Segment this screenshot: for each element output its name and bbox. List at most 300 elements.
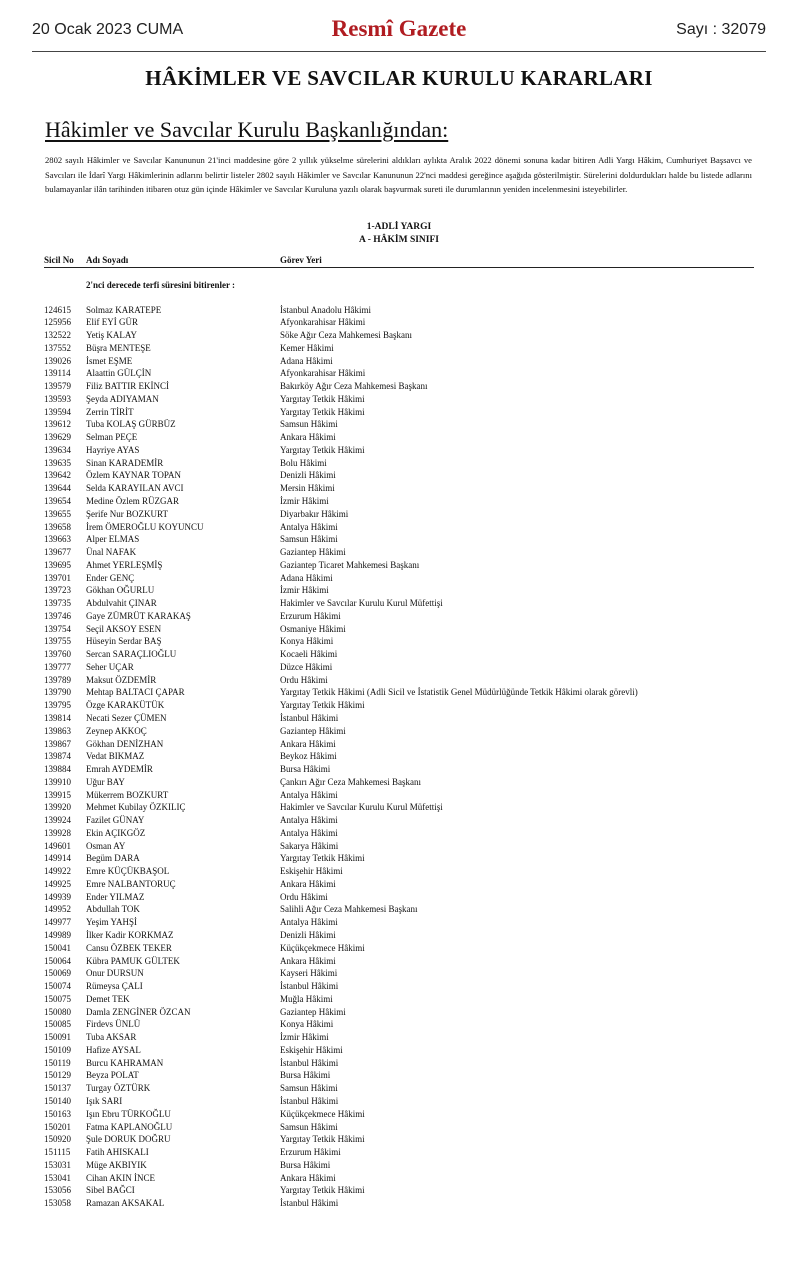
sicil-number: 139884 (44, 764, 71, 775)
duty-station: Mersin Hâkimi (280, 483, 335, 494)
duty-station: İstanbul Hâkimi (280, 713, 339, 723)
full-name: Işın Ebru TÜRKOĞLU (86, 1108, 171, 1119)
sicil-number: 139754 (44, 623, 71, 634)
table-row (44, 469, 754, 482)
table-row (44, 367, 754, 380)
sicil-number: 153041 (44, 1172, 71, 1183)
full-name: Tuba AKSAR (86, 1032, 137, 1043)
full-name: Seher UÇAR (86, 661, 134, 672)
table-row (44, 521, 754, 534)
full-name: Medine Özlem RÜZGAR (86, 495, 179, 506)
full-name: Necati Sezer ÇÜMEN (86, 713, 167, 723)
table-row (44, 776, 754, 789)
full-name: Özlem KAYNAR TOPAN (86, 470, 182, 481)
duty-station: Gaziantep Hâkimi (280, 1006, 346, 1017)
duty-station: Gaziantep Ticaret Mahkemesi Başkanı (280, 559, 420, 570)
table-row (44, 1121, 754, 1134)
full-name: Özge KARAKÜTÜK (86, 700, 165, 711)
duty-station: İzmir Hâkimi (280, 585, 329, 596)
sicil-number: 139755 (44, 636, 71, 647)
duty-station: Denizli Hâkimi (280, 930, 336, 941)
sicil-number: 139746 (44, 610, 71, 621)
full-name: Osman AY (86, 840, 126, 851)
duty-station: İzmir Hâkimi (280, 1032, 329, 1043)
duty-station: Kemer Hâkimi (280, 342, 334, 353)
full-name: Selman PEÇE (86, 432, 138, 443)
sicil-number: 139593 (44, 393, 71, 404)
column-duty: Görev Yeri (280, 255, 322, 265)
sicil-number: 150137 (44, 1083, 71, 1094)
full-name: Burcu KAHRAMAN (86, 1057, 164, 1068)
sicil-number: 150163 (44, 1108, 71, 1119)
duty-station: Bolu Hâkimi (280, 457, 327, 468)
personnel-table (44, 304, 754, 1210)
duty-station: Yargıtay Tetkik Hâkimi (280, 393, 365, 404)
full-name: Mehtap BALTACI ÇAPAR (86, 687, 185, 698)
sicil-number: 139789 (44, 674, 71, 685)
sicil-number: 139760 (44, 649, 71, 660)
table-row (44, 1095, 754, 1108)
table-row (44, 572, 754, 585)
full-name: Onur DURSUN (86, 968, 144, 979)
duty-station: Diyarbakır Hâkimi (280, 508, 349, 519)
sicil-number: 139928 (44, 827, 71, 838)
sicil-number: 139654 (44, 495, 71, 506)
issue-number: Sayı : 32079 (676, 21, 766, 38)
sicil-number: 153056 (44, 1185, 71, 1196)
sicil-number: 139790 (44, 687, 71, 698)
sicil-number: 150041 (44, 942, 71, 953)
duty-station: Samsun Hâkimi (280, 419, 338, 430)
full-name: Vedat BIKMAZ (86, 751, 145, 762)
sicil-number: 139579 (44, 381, 71, 392)
sicil-number: 139701 (44, 572, 71, 583)
table-row (44, 916, 754, 929)
table-header (44, 255, 754, 267)
duty-station: Ankara Hâkimi (280, 878, 336, 889)
sicil-number: 150129 (44, 1070, 71, 1081)
full-name: Beyza POLAT (86, 1070, 139, 1081)
sicil-number: 149977 (44, 917, 71, 928)
duty-station: Adana Hâkimi (280, 355, 333, 366)
category-heading: 1-ADLİ YARGI (366, 222, 432, 232)
duty-station: Bursa Hâkimi (280, 1070, 331, 1081)
full-name: Emre KÜÇÜKBAŞOL (86, 866, 170, 877)
table-row (44, 1172, 754, 1185)
duty-station: Yargıtay Tetkik Hâkimi (280, 1134, 365, 1145)
table-row (44, 559, 754, 572)
sicil-number: 137552 (44, 342, 71, 353)
duty-station: Konya Hâkimi (280, 636, 334, 647)
table-row (44, 980, 754, 993)
full-name: İsmet EŞME (86, 355, 133, 366)
table-row (44, 1184, 754, 1197)
full-name: Fatih AHISKALI (86, 1147, 149, 1158)
sicil-number: 149922 (44, 866, 71, 877)
table-row (44, 610, 754, 623)
table-row (44, 1057, 754, 1070)
table-row (44, 967, 754, 980)
table-header-underline (44, 267, 754, 268)
sicil-number: 139915 (44, 789, 71, 800)
duty-station: Ankara Hâkimi (280, 432, 336, 443)
full-name: Uğur BAY (86, 776, 125, 787)
duty-station: İzmir Hâkimi (280, 495, 329, 506)
duty-station: Bakırköy Ağır Ceza Mahkemesi Başkanı (280, 381, 428, 392)
table-row (44, 1006, 754, 1019)
sicil-number: 139634 (44, 444, 71, 455)
sicil-number: 139629 (44, 432, 71, 443)
table-row (44, 955, 754, 968)
table-row (44, 738, 754, 751)
intro-paragraph: 2802 sayılı Hâkimler ve Savcılar Kanununun 21'inci maddesine göre 2 yıllık yükselme sürelerini aldıkları aylıkta Aralık 2022 dönemi sonuna kadar bitiren Adli Yargı Hâkim, Cumhuriyet Başsavcı ve Savcıları ile İdarî Yargı Hâkimlerinin adlarını belirtir listeler 2802 sayılı Hâkimler ve Savcılar Kanununun 22'nci maddesi gereğince aşağıda gösterilmiştir. Sürelerini doldurdukları halde bu listede adlarını bulamayanlar ilân tarihinden itibaren otuz gün içinde Hâkimler ve Savcılar Kuruluna yazılı olarak başvurmak sureti ile durumlarının yeniden incelenmesini isteyebilirler. (45, 155, 752, 194)
table-row (44, 444, 754, 457)
full-name: Rümeysa ÇALI (86, 981, 143, 992)
full-name: Şule DORUK DOĞRU (86, 1134, 171, 1145)
duty-station: İstanbul Hâkimi (280, 981, 339, 992)
sicil-number: 150201 (44, 1121, 71, 1132)
section-title: HÂKİMLER VE SAVCILAR KURULU KARARLARI (145, 66, 653, 90)
list-subheading: 2'nci derecede terfi süresini bitirenler : (86, 280, 236, 290)
duty-station: Konya Hâkimi (280, 1019, 334, 1030)
duty-station: Gaziantep Hâkimi (280, 725, 346, 736)
sicil-number: 150064 (44, 955, 71, 966)
full-name: İrem ÖMEROĞLU KOYUNCU (86, 521, 204, 532)
duty-station: Yargıtay Tetkik Hâkimi (280, 444, 365, 455)
full-name: Kübra PAMUK GÜLTEK (86, 955, 180, 966)
duty-station: Bursa Hâkimi (280, 764, 331, 775)
sicil-number: 150074 (44, 981, 71, 992)
duty-station: Hakimler ve Savcılar Kurulu Kurul Müfettişi (280, 802, 443, 813)
sicil-number: 149989 (44, 930, 71, 941)
sicil-number: 150920 (44, 1134, 71, 1145)
duty-station: Yargıtay Tetkik Hâkimi (280, 853, 365, 864)
table-row (44, 623, 754, 636)
duty-station: Samsun Hâkimi (280, 1121, 338, 1132)
duty-station: Antalya Hâkimi (280, 521, 338, 532)
duty-station: Bursa Hâkimi (280, 1159, 331, 1170)
duty-station: Ordu Hâkimi (280, 674, 328, 685)
table-row (44, 801, 754, 814)
duty-station: Samsun Hâkimi (280, 1083, 338, 1094)
table-row (44, 1197, 754, 1210)
table-row (44, 495, 754, 508)
sicil-number: 132522 (44, 330, 71, 341)
table-row (44, 865, 754, 878)
table-row (44, 1031, 754, 1044)
table-row (44, 699, 754, 712)
table-row (44, 648, 754, 661)
sicil-number: 124615 (44, 304, 71, 315)
table-row (44, 993, 754, 1006)
table-row (44, 827, 754, 840)
column-sicil: Sicil No (44, 255, 74, 265)
duty-station: Salihli Ağır Ceza Mahkemesi Başkanı (280, 904, 418, 915)
issuer-title: Hâkimler ve Savcılar Kurulu Başkanlığından: (45, 117, 449, 142)
duty-station: Afyonkarahisar Hâkimi (280, 317, 366, 328)
duty-station: Küçükçekmece Hâkimi (280, 942, 365, 953)
full-name: Gökhan OĞURLU (86, 585, 155, 596)
full-name: Yeşim YAHŞİ (86, 917, 138, 928)
gazette-header (32, 18, 766, 48)
table-row (44, 329, 754, 342)
sicil-number: 139677 (44, 547, 71, 558)
full-name: Yetiş KALAY (86, 330, 138, 341)
full-name: Ramazan AKSAKAL (86, 1198, 165, 1209)
duty-station: Adana Hâkimi (280, 572, 333, 583)
sicil-number: 139920 (44, 802, 71, 813)
sicil-number: 139026 (44, 355, 71, 366)
sicil-number: 139795 (44, 700, 71, 711)
sicil-number: 139867 (44, 738, 71, 749)
sicil-number: 150085 (44, 1019, 71, 1030)
sicil-number: 153031 (44, 1159, 71, 1170)
duty-station: Antalya Hâkimi (280, 789, 338, 800)
full-name: Hafize AYSAL (86, 1044, 141, 1055)
table-row (44, 712, 754, 725)
duty-station: İstanbul Hâkimi (280, 1095, 339, 1106)
table-row (44, 661, 754, 674)
sicil-number: 150091 (44, 1032, 71, 1043)
sicil-number: 150140 (44, 1095, 71, 1106)
duty-station: Antalya Hâkimi (280, 917, 338, 928)
table-row (44, 763, 754, 776)
table-row (44, 725, 754, 738)
duty-station: Beykoz Hâkimi (280, 751, 337, 762)
table-row (44, 457, 754, 470)
table-row (44, 316, 754, 329)
table-row (44, 342, 754, 355)
sicil-number: 150069 (44, 968, 71, 979)
sicil-number: 149952 (44, 904, 71, 915)
full-name: Cansu ÖZBEK TEKER (86, 942, 172, 953)
duty-station: Ordu Hâkimi (280, 891, 328, 902)
duty-station: Ankara Hâkimi (280, 955, 336, 966)
duty-station: Ankara Hâkimi (280, 738, 336, 749)
column-name: Adı Soyadı (86, 255, 129, 265)
sicil-number: 150080 (44, 1006, 71, 1017)
full-name: Turgay ÖZTÜRK (86, 1083, 151, 1094)
duty-station: Çankırı Ağır Ceza Mahkemesi Başkanı (280, 776, 421, 787)
table-row (44, 418, 754, 431)
full-name: Hayriye AYAS (86, 444, 140, 455)
sicil-number: 139814 (44, 713, 71, 723)
sicil-number: 139635 (44, 457, 71, 468)
duty-station: İstanbul Anadolu Hâkimi (280, 304, 371, 315)
table-row (44, 852, 754, 865)
full-name: Alaattin GÜLÇİN (86, 368, 152, 379)
table-row (44, 789, 754, 802)
sicil-number: 150119 (44, 1057, 71, 1068)
duty-station: Afyonkarahisar Hâkimi (280, 368, 366, 379)
full-name: Şeyda ADIYAMAN (86, 393, 159, 404)
duty-station: Eskişehir Hâkimi (280, 866, 343, 877)
sicil-number: 139910 (44, 776, 71, 787)
table-row (44, 891, 754, 904)
sicil-number: 139644 (44, 483, 71, 494)
full-name: Sinan KARADEMİR (86, 457, 164, 468)
full-name: Zeynep AKKOÇ (86, 725, 147, 736)
full-name: Ünal NAFAK (86, 547, 137, 558)
full-name: Damla ZENGİNER ÖZCAN (86, 1006, 191, 1017)
duty-station: İstanbul Hâkimi (280, 1198, 339, 1209)
sicil-number: 139655 (44, 508, 71, 519)
table-row (44, 686, 754, 699)
sicil-number: 149914 (44, 853, 71, 864)
sicil-number: 139735 (44, 598, 71, 609)
full-name: Müge AKBIYIK (86, 1159, 147, 1170)
duty-station: Ankara Hâkimi (280, 1172, 336, 1183)
full-name: Emre NALBANTORUÇ (86, 878, 176, 889)
full-name: Emrah AYDEMİR (86, 764, 153, 775)
duty-station: Sakarya Hâkimi (280, 840, 339, 851)
duty-station: Osmaniye Hâkimi (280, 623, 346, 634)
sicil-number: 149601 (44, 840, 71, 851)
full-name: Maksut ÖZDEMİR (86, 674, 157, 685)
sicil-number: 139723 (44, 585, 71, 596)
table-row (44, 393, 754, 406)
table-row (44, 814, 754, 827)
sicil-number: 139777 (44, 661, 71, 672)
full-name: Sercan SARAÇLIOĞLU (86, 649, 177, 660)
table-row (44, 304, 754, 317)
full-name: Ekin AÇIKGÖZ (86, 827, 146, 838)
duty-station: İstanbul Hâkimi (280, 1057, 339, 1068)
duty-station: Yargıtay Tetkik Hâkimi (280, 406, 365, 417)
table-row (44, 929, 754, 942)
sicil-number: 139874 (44, 751, 71, 762)
full-name: Selda KARAYILAN AVCI (86, 483, 184, 494)
full-name: Ahmet YERLEŞMİŞ (86, 559, 163, 570)
duty-station: Yargıtay Tetkik Hâkimi (280, 700, 365, 711)
table-row (44, 597, 754, 610)
duty-station: Kayseri Hâkimi (280, 968, 338, 979)
table-row (44, 546, 754, 559)
full-name: Abdullah TOK (86, 904, 140, 915)
table-row (44, 355, 754, 368)
full-name: Işık SARI (86, 1095, 123, 1106)
full-name: Gaye ZÜMRÜT KARAKAŞ (86, 610, 191, 621)
duty-station: Samsun Hâkimi (280, 534, 338, 545)
table-row (44, 674, 754, 687)
full-name: İlker Kadir KORKMAZ (86, 930, 174, 941)
full-name: Fatma KAPLANOĞLU (86, 1121, 173, 1132)
table-row (44, 635, 754, 648)
duty-station: Antalya Hâkimi (280, 815, 338, 826)
table-row (44, 1044, 754, 1057)
duty-station: Yargıtay Tetkik Hâkimi (Adli Sicil ve İstatistik Genel Müdürlüğünde Tetkik Hâkimi olarak görevli) (280, 687, 638, 698)
table-row (44, 533, 754, 546)
table-row (44, 1133, 754, 1146)
duty-station: Antalya Hâkimi (280, 827, 338, 838)
duty-station: Küçükçekmece Hâkimi (280, 1108, 365, 1119)
table-row (44, 1082, 754, 1095)
table-row (44, 584, 754, 597)
full-name: Firdevs ÜNLÜ (86, 1019, 141, 1030)
full-name: Filiz BATTIR EKİNCİ (86, 381, 169, 392)
table-row (44, 1018, 754, 1031)
duty-station: Söke Ağır Ceza Mahkemesi Başkanı (280, 330, 412, 341)
full-name: Sibel BAĞCI (86, 1185, 135, 1196)
table-row (44, 1069, 754, 1082)
full-name: Alper ELMAS (86, 534, 140, 545)
table-row (44, 1146, 754, 1159)
table-row (44, 406, 754, 419)
publication-title: Resmî Gazete (331, 16, 467, 41)
full-name: Demet TEK (86, 993, 130, 1004)
full-name: Begüm DARA (86, 853, 140, 864)
sicil-number: 139663 (44, 534, 71, 545)
sicil-number: 139695 (44, 559, 71, 570)
sicil-number: 150109 (44, 1044, 71, 1055)
table-row (44, 380, 754, 393)
full-name: Mehmet Kubilay ÖZKILIÇ (86, 802, 186, 813)
table-row (44, 878, 754, 891)
sicil-number: 139863 (44, 725, 71, 736)
table-row (44, 1108, 754, 1121)
table-row (44, 482, 754, 495)
duty-station: Düzce Hâkimi (280, 661, 333, 672)
duty-station: Hakimler ve Savcılar Kurulu Kurul Müfettişi (280, 598, 443, 609)
sicil-number: 139924 (44, 815, 71, 826)
sicil-number: 150075 (44, 993, 71, 1004)
full-name: Tuba KOLAŞ GÜRBÜZ (86, 419, 176, 430)
class-heading: A - HÂKİM SINIFI (359, 235, 439, 245)
duty-station: Denizli Hâkimi (280, 470, 336, 481)
full-name: Mükerrem BOZKURT (86, 789, 169, 800)
duty-station: Erzurum Hâkimi (280, 610, 341, 621)
full-name: Solmaz KARATEPE (86, 304, 162, 315)
full-name: Fazilet GÜNAY (86, 815, 145, 826)
table-row (44, 942, 754, 955)
duty-station: Erzurum Hâkimi (280, 1147, 341, 1158)
full-name: Abdulvahit ÇINAR (86, 598, 157, 609)
table-row (44, 1159, 754, 1172)
sicil-number: 153058 (44, 1198, 71, 1209)
full-name: Zerrin TİRİT (86, 406, 134, 417)
table-row (44, 750, 754, 763)
full-name: Gökhan DENİZHAN (86, 738, 164, 749)
table-row (44, 840, 754, 853)
full-name: Şerife Nur BOZKURT (86, 508, 168, 519)
sicil-number: 139612 (44, 419, 71, 430)
duty-station: Eskişehir Hâkimi (280, 1044, 343, 1055)
full-name: Ender GENÇ (86, 572, 135, 583)
full-name: Elif EYİ GÜR (86, 317, 138, 328)
header-divider (32, 51, 766, 52)
full-name: Ender YILMAZ (86, 891, 145, 902)
full-name: Cihan AKIN İNCE (86, 1172, 155, 1183)
table-row (44, 903, 754, 916)
sicil-number: 125956 (44, 317, 71, 328)
sicil-number: 139642 (44, 470, 71, 481)
sicil-number: 139114 (44, 368, 71, 379)
full-name: Hüseyin Serdar BAŞ (86, 636, 162, 647)
sicil-number: 151115 (44, 1147, 71, 1158)
duty-station: Gaziantep Hâkimi (280, 547, 346, 558)
full-name: Büşra MENTEŞE (86, 342, 151, 353)
issue-date: 20 Ocak 2023 CUMA (32, 21, 184, 38)
table-row (44, 431, 754, 444)
sicil-number: 139594 (44, 406, 71, 417)
full-name: Seçil AKSOY ESEN (86, 623, 162, 634)
sicil-number: 149925 (44, 878, 71, 889)
duty-station: Muğla Hâkimi (280, 993, 333, 1004)
duty-station: Yargıtay Tetkik Hâkimi (280, 1185, 365, 1196)
table-row (44, 508, 754, 521)
duty-station: Kocaeli Hâkimi (280, 649, 338, 660)
sicil-number: 149939 (44, 891, 71, 902)
